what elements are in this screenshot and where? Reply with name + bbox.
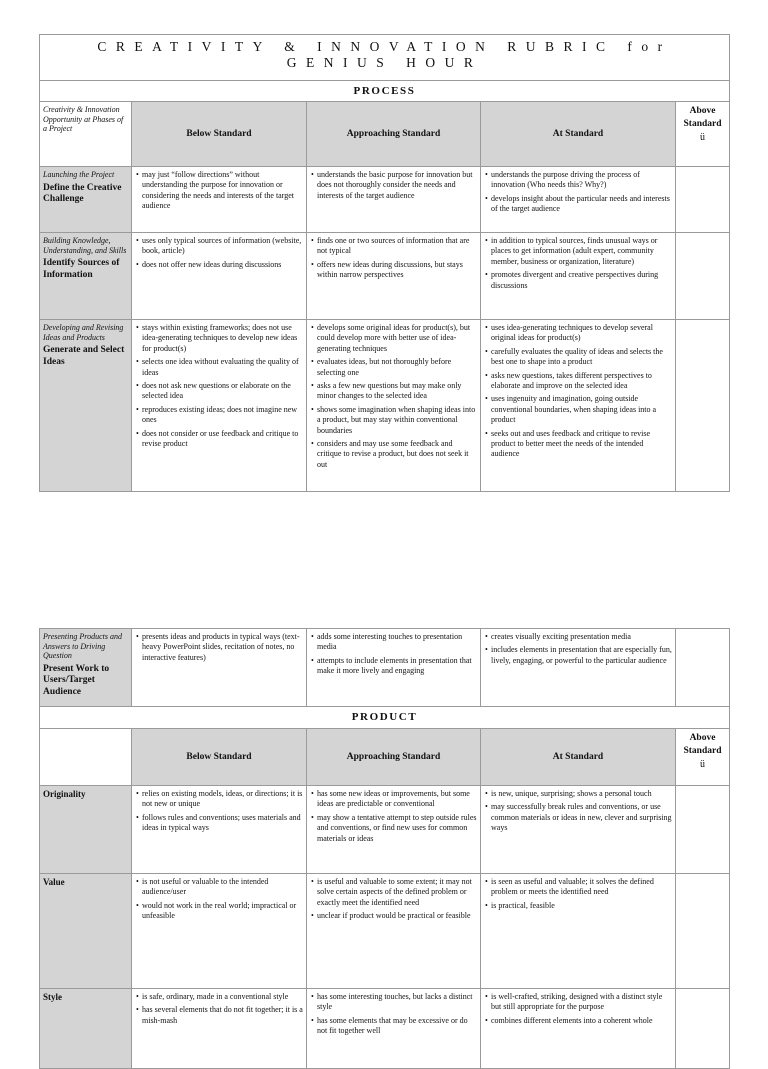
approaching-cell: • adds some interesting touches to presentation media • attempts to include elements in presentation that make it more lively and engaging <box>307 629 481 707</box>
table-row <box>40 989 730 1069</box>
above-cell <box>676 320 730 492</box>
table-row <box>40 629 730 707</box>
approaching-cell: • finds one or two sources of information that are not typical • offers new ideas during discussions, but stays within narrow perspectives <box>307 233 481 320</box>
header-approaching-standard: Approaching Standard <box>307 729 481 786</box>
header-above-standard: Above Standard ü <box>676 102 730 167</box>
process-table <box>39 34 730 492</box>
table-row <box>40 167 730 233</box>
check-mark-icon: ü <box>700 132 706 143</box>
below-cell: • may just “follow directions” without understanding the purpose for innovation or considering the needs and interests of the target audience <box>132 167 307 233</box>
product-table <box>39 628 730 1069</box>
below-cell: • uses only typical sources of information (website, book, article) • does not offer new ideas during discussions <box>132 233 307 320</box>
phase-cell: Presenting Products and Answers to Driving Question Present Work to Users/Target Audience <box>40 629 132 707</box>
at-cell: • understands the purpose driving the process of innovation (Who needs this? Why?) • develops insight about the particular needs and interests of the target audience <box>481 167 676 233</box>
corner-cell <box>40 729 132 786</box>
criterion-cell: Originality <box>40 786 132 874</box>
at-cell: • in addition to typical sources, finds unusual ways or places to get information (adult expert, community member, business or organization, literature) • promotes divergent and creative perspectives during discussions <box>481 233 676 320</box>
below-cell: • presents ideas and products in typical ways (text-heavy PowerPoint slides, recitation of notes, no interactive features) <box>132 629 307 707</box>
header-below-standard: Below Standard <box>132 729 307 786</box>
phase-cell: Building Knowledge, Understanding, and Skills Identify Sources of Information <box>40 233 132 320</box>
approaching-cell: • understands the basic purpose for innovation but does not thoroughly consider the needs and interests of the target audience <box>307 167 481 233</box>
above-cell <box>676 629 730 707</box>
at-cell: • uses idea-generating techniques to develop several original ideas for product(s) • carefully evaluates the quality of ideas and selects the best one to shape into a product • asks new questions, takes different perspectives to elaborate and improve on the selected idea • uses ingenuity and imagination, going outside conventional boundaries, when shaping ideas into a product • seeks out and uses feedback and critique to revise product to better meet the needs of the intended audience <box>481 320 676 492</box>
approaching-cell: • has some interesting touches, but lacks a distinct style • has some elements that may be excessive or do not fit together well <box>307 989 481 1069</box>
above-cell <box>676 874 730 989</box>
criterion-cell: Value <box>40 874 132 989</box>
above-cell <box>676 167 730 233</box>
approaching-cell: • develops some original ideas for product(s), but could develop more with better use of idea-generating techniques • evaluates ideas, but not thoroughly before selecting one • asks a few new questions but may make only minor changes to the selected idea • shows some imagination when shaping ideas into a product, but may stay within conventional boundaries • considers and may use some feedback and critique to revise a product, but does not seek it out <box>307 320 481 492</box>
check-mark-icon: ü <box>700 759 705 770</box>
table-row <box>40 786 730 874</box>
criterion-cell: Style <box>40 989 132 1069</box>
approaching-cell: • has some new ideas or improvements, but some ideas are predictable or conventional • may show a tentative attempt to step outside rules and conventions, or find new uses for common materials or ideas <box>307 786 481 874</box>
above-cell <box>676 233 730 320</box>
table-row <box>40 233 730 320</box>
above-cell <box>676 989 730 1069</box>
above-cell <box>676 786 730 874</box>
table-row <box>40 874 730 989</box>
below-cell: • stays within existing frameworks; does not use idea-generating techniques to develop new ideas for product(s) • selects one idea without evaluating the quality of ideas • does not ask new questions or elaborate on the selected idea • reproduces existing ideas; does not imagine new ones • does not consider or use feedback and critique to revise product <box>132 320 307 492</box>
at-cell: • is new, unique, surprising; shows a personal touch • may successfully break rules and conventions, or use common materials or ideas in new, clever and surprising ways <box>481 786 676 874</box>
product-section-label: PRODUCT <box>40 707 730 729</box>
header-below-standard: Below Standard <box>132 102 307 167</box>
header-approaching-standard: Approaching Standard <box>307 102 481 167</box>
process-rubric <box>39 34 729 492</box>
page-title: CREATIVITY & INNOVATION RUBRIC for GENIUS HOUR <box>40 35 730 81</box>
below-cell: • relies on existing models, ideas, or directions; it is not new or unique • follows rules and conventions; uses materials and ideas in typical ways <box>132 786 307 874</box>
header-at-standard: At Standard <box>481 102 676 167</box>
product-rubric <box>39 628 729 1069</box>
phase-cell: Developing and Revising Ideas and Products Generate and Select Ideas <box>40 320 132 492</box>
phase-cell: Launching the Project Define the Creative Challenge <box>40 167 132 233</box>
below-cell: • is safe, ordinary, made in a conventional style • has several elements that do not fit together; it is a mish-mash <box>132 989 307 1069</box>
table-row <box>40 320 730 492</box>
approaching-cell: • is useful and valuable to some extent; it may not solve certain aspects of the defined problem or exactly meet the identified need • unclear if product would be practical or feasible <box>307 874 481 989</box>
below-cell: • is not useful or valuable to the intended audience/user • would not work in the real world; impractical or unfeasible <box>132 874 307 989</box>
process-section-label: PROCESS <box>40 81 730 102</box>
corner-label: Creativity & Innovation Opportunity at Phases of a Project <box>40 102 132 167</box>
at-cell: • creates visually exciting presentation media • includes elements in presentation that are especially fun, lively, engaging, or powerful to the particular audience <box>481 629 676 707</box>
header-at-standard: At Standard <box>481 729 676 786</box>
header-above-standard: Above Standard ü <box>676 729 730 786</box>
at-cell: • is well-crafted, striking, designed with a distinct style but still appropriate for the purpose • combines different elements into a coherent whole <box>481 989 676 1069</box>
at-cell: • is seen as useful and valuable; it solves the defined problem or meets the identified need • is practical, feasible <box>481 874 676 989</box>
